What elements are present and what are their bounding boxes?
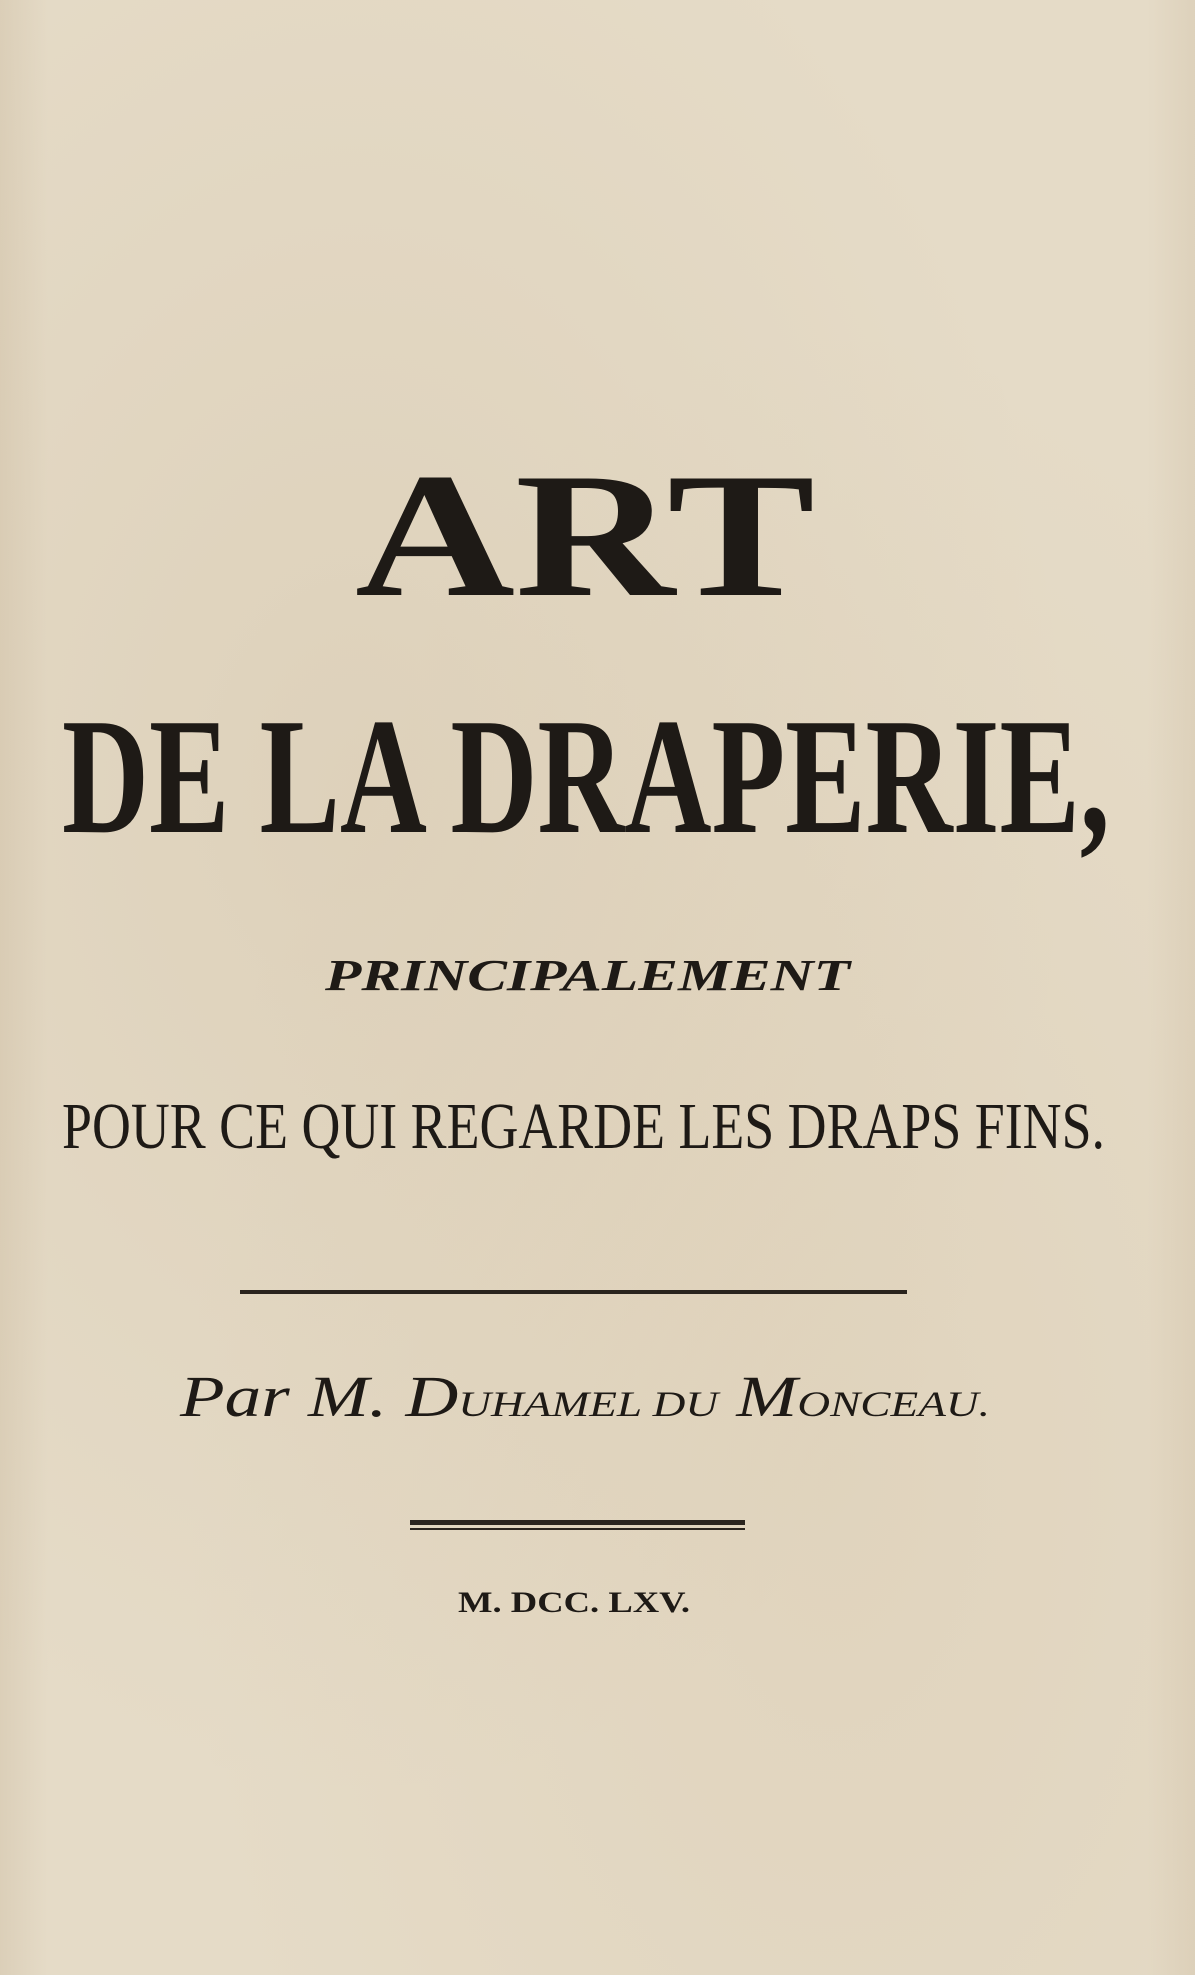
qualifier: PRINCIPALEMENT <box>325 951 850 1000</box>
double-rule-top <box>410 1520 745 1525</box>
title-main: ART <box>355 436 815 634</box>
author-rest-2: ONCEAU. <box>797 1384 990 1424</box>
double-rule-bottom <box>410 1528 745 1530</box>
author-initial-2: M <box>736 1364 798 1429</box>
author-rest-1: UHAMEL DU <box>458 1384 719 1424</box>
author-initial-1: D <box>405 1364 459 1429</box>
subtitle: POUR CE QUI REGARDE LES DRAPS FINS. <box>62 1090 1105 1163</box>
publication-date: M. DCC. LXV. <box>458 1586 690 1619</box>
author-line <box>180 1364 990 1429</box>
author-prefix: Par M. <box>180 1364 388 1429</box>
divider-rule <box>240 1290 907 1294</box>
title-sub: DE LA DRAPERIE, <box>62 684 1110 868</box>
